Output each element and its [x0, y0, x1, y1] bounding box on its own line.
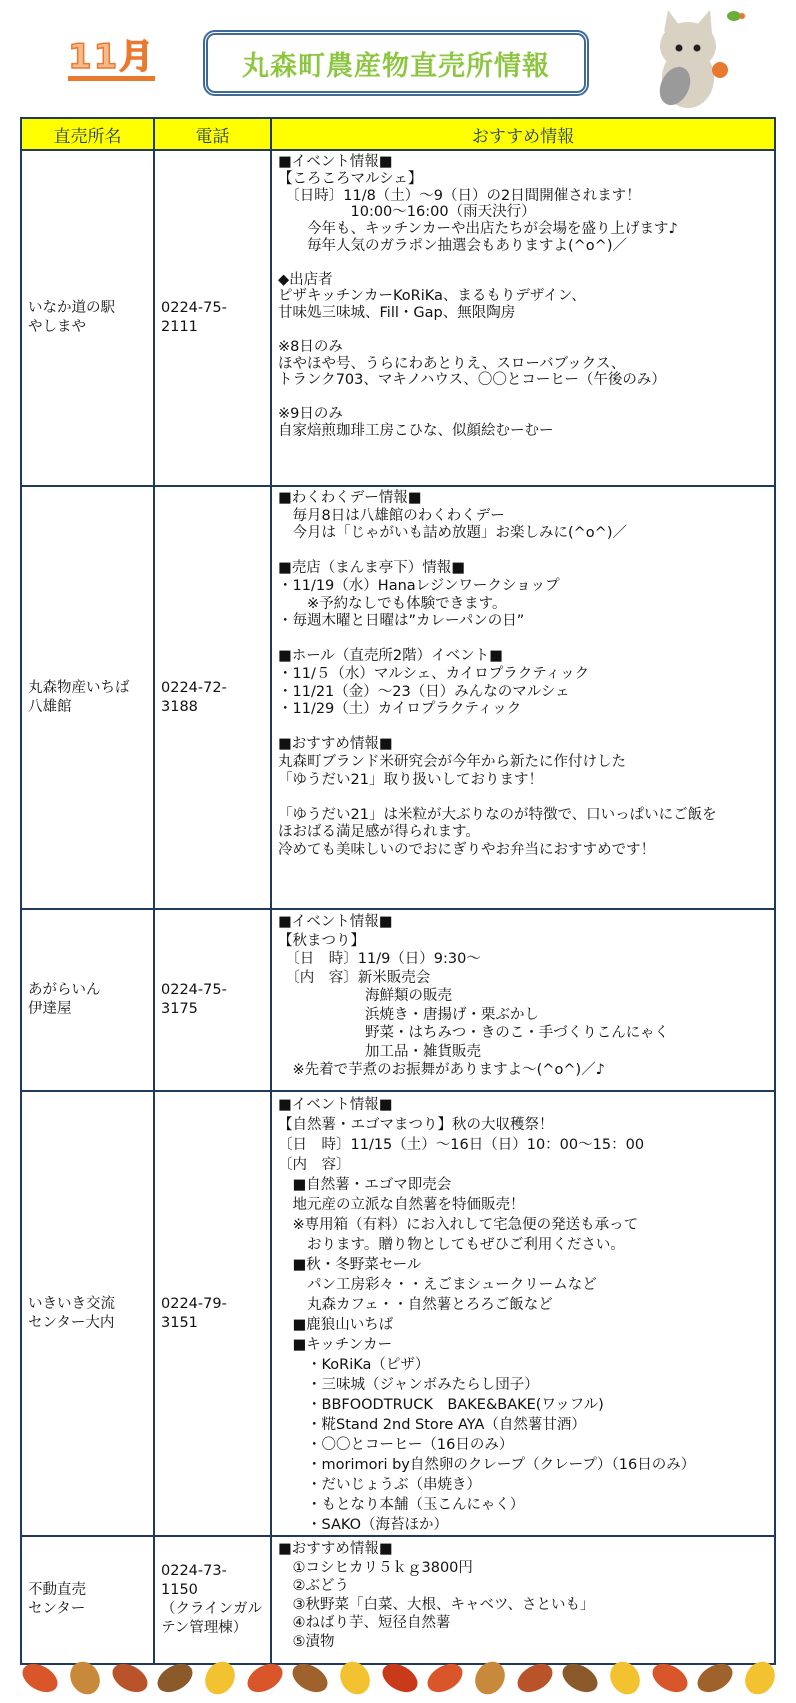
phone-cell: [154, 1091, 271, 1536]
recommendation-cell-line: 〔日 時〕11/15（土）～16日（日）10：00～15：00: [278, 1137, 645, 1153]
recommendation-cell-line: ※専用箱（有料）にお入れして宅急便の発送も承って: [278, 1217, 639, 1233]
month-label: 11月: [68, 38, 155, 81]
recommendation-cell-line: ■おすすめ情報■: [278, 736, 393, 753]
recommendation-cell-line: ・KoRiKa（ピザ）: [278, 1357, 430, 1373]
recommendation-cell-line: [278, 631, 768, 649]
column-header-name: 直売所名: [21, 118, 154, 150]
recommendation-cell-line: 野菜・はちみつ・きのこ・手づくりこんにゃく: [278, 1025, 669, 1041]
recommendation-cell-line: 〔日時〕11/8（土）～9（日）の2日間開催されます！: [278, 187, 641, 204]
recommendation-cell: [271, 1536, 775, 1664]
recommendation-cell-line: 毎年人気のガラポン抽選会もありますよ(^o^)／: [278, 237, 627, 254]
recommendation-cell-line: おります。贈り物としてもぜひご利用ください。: [278, 1237, 625, 1253]
phone-cell: [154, 909, 271, 1091]
recommendation-cell-line: ・だいじょうぶ（串焼き）: [278, 1477, 481, 1493]
leaf-icon: [243, 1658, 288, 1698]
shop-name-cell: [21, 1091, 154, 1536]
shop-name-cell: [21, 1536, 154, 1664]
phone-cell-line: テン管理棟）: [161, 1620, 248, 1636]
shop-name-cell-line: いなか道の駅: [28, 300, 115, 316]
recommendation-cell-line: ■秋・冬野菜セール: [278, 1257, 422, 1273]
table-row: [21, 1536, 775, 1664]
acorn-icon: [604, 1656, 645, 1699]
table-header-row: [21, 118, 775, 150]
leaf-icon: [648, 1658, 693, 1698]
phone-cell: [154, 486, 271, 909]
leaf-icon: [558, 1658, 603, 1698]
acorn-icon: [64, 1656, 105, 1699]
column-header-info: おすすめ情報: [271, 118, 775, 150]
recommendation-cell-line: トランク703、マキノハウス、〇〇とコーヒー（午後のみ）: [278, 372, 666, 389]
recommendation-cell-line: 冷めても美味しいのでおにぎりやお弁当におすすめです！: [278, 841, 656, 858]
leaf-icon: [288, 1658, 333, 1698]
recommendation-cell-line: ④ねばり芋、短径自然薯: [278, 1615, 451, 1631]
phone-cell: [154, 1536, 271, 1664]
recommendation-cell-line: [278, 543, 768, 561]
acorn-icon: [469, 1656, 510, 1699]
acorn-icon: [334, 1656, 375, 1699]
phone-cell-line: 0224-72-: [161, 679, 227, 696]
recommendation-cell-line: ・11/５（水）マルシェ、カイロプラクティック: [278, 665, 590, 682]
recommendation-cell-line: [278, 719, 768, 737]
shop-name-cell: [21, 909, 154, 1091]
recommendation-cell-line: ■売店（まんま亭下）情報■: [278, 560, 465, 577]
recommendation-cell-line: [278, 789, 768, 807]
recommendation-cell: [271, 150, 775, 486]
recommendation-cell-line: 【ころころマルシェ】: [278, 170, 423, 187]
recommendation-cell-line: ■わくわくデー情報■: [278, 490, 422, 506]
acorn-icon: [739, 1656, 780, 1699]
leaf-icon: [378, 1658, 423, 1698]
phone-cell-line: 1150: [161, 1582, 198, 1598]
recommendation-cell-line: ・BBFOODTRUCK BAKE&BAKE(ワッフル): [278, 1397, 604, 1413]
recommendation-cell-line: ・もとなり本舗（玉こんにゃく）: [278, 1497, 525, 1513]
recommendation-cell-line: ・11/29（土）カイロプラクティック: [278, 701, 522, 718]
recommendation-cell-line: [278, 322, 768, 339]
phone-cell-line: 0224-75-: [161, 300, 227, 316]
recommendation-cell-line: 【自然薯・エゴマまつり】秋の大収穫祭！: [278, 1117, 554, 1133]
recommendation-cell-line: ②ぶどう: [278, 1578, 349, 1594]
leaf-icon: [18, 1658, 63, 1698]
recommendation-cell-line: 〔日 時〕11/9（日）9:30～: [278, 951, 481, 967]
recommendation-cell-line: ・SAKO（海苔ほか）: [278, 1517, 449, 1533]
recommendation-cell-line: ■ホール（直売所2階）イベント■: [278, 648, 503, 665]
recommendation-cell-line: ※9日のみ: [278, 405, 343, 422]
shop-name-cell: [21, 150, 154, 486]
phone-cell-line: 0224-79-: [161, 1295, 227, 1312]
phone-cell-line: 3188: [161, 698, 198, 715]
recommendation-cell-line: ・11/19（水）Hanaレジンワークショップ: [278, 577, 560, 594]
phone-cell-line: 2111: [161, 319, 198, 335]
recommendation-cell: [271, 486, 775, 909]
recommendation-cell-line: ①コシヒカリ５ｋｇ3800円: [278, 1559, 473, 1576]
recommendation-cell-line: ・11/21（金）～23（日）みんなのマルシェ: [278, 683, 570, 700]
recommendation-cell-line: 10:00～16:00（雨天決行）: [278, 204, 536, 221]
recommendation-cell-line: ⑤漬物: [278, 1633, 335, 1650]
table-row: [21, 909, 775, 1091]
table-row: [21, 150, 775, 486]
shop-name-cell-line: いきいき交流: [28, 1295, 115, 1312]
table-row: [21, 486, 775, 909]
leaf-icon: [423, 1658, 468, 1698]
leaf-icon: [513, 1658, 558, 1698]
recommendation-cell-line: 自家焙煎珈琲工房こひな、似顔絵むーむー: [278, 422, 554, 439]
recommendation-cell-line: ※8日のみ: [278, 338, 343, 355]
recommendation-cell-line: ※先着で芋煮のお振舞がありますよ～(^o^)／♪: [278, 1062, 605, 1078]
recommendation-cell: [271, 909, 775, 1091]
phone-cell-line: 0224-73-: [161, 1563, 227, 1579]
page-title: 丸森町農産物直売所情報: [242, 50, 550, 82]
recommendation-cell-line: 甘味処三味城、Fill・Gap、無限陶房: [278, 305, 516, 322]
recommendation-cell-line: ※予約なしでも体験できます。: [278, 595, 507, 612]
recommendation-cell-line: 加工品・雑貨販売: [278, 1043, 481, 1060]
recommendation-cell-line: 「ゆうだい21」取り扱いしております！: [278, 771, 543, 788]
title-box: [203, 30, 589, 96]
phone-cell-line: 3151: [161, 1314, 198, 1331]
recommendation-cell-line: ■イベント情報■: [278, 914, 393, 930]
shop-name-cell-line: やしまや: [28, 319, 86, 335]
recommendation-cell-line: パン工房彩々・・えごまシュークリームなど: [278, 1277, 597, 1293]
recommendation-cell-line: 【秋まつり】: [278, 932, 365, 949]
recommendation-cell-line: 海鮮類の販売: [278, 988, 452, 1004]
recommendation-cell-line: ・〇〇とコーヒー（16日のみ）: [278, 1437, 514, 1453]
recommendation-cell-line: 浜焼き・唐揚げ・栗ぶかし: [278, 1006, 539, 1023]
recommendation-cell-line: ■イベント情報■: [278, 154, 393, 170]
table-row: [21, 1091, 775, 1536]
recommendation-cell-line: 「ゆうだい21」は米粒が大ぶりなのが特徴で、口いっぱいにご飯を: [278, 806, 717, 823]
recommendation-cell-line: ・糀Stand 2nd Store AYA（自然薯甘酒）: [278, 1417, 586, 1433]
recommendation-cell-line: ・三味城（ジャンボみたらし団子）: [278, 1377, 539, 1393]
recommendation-cell-line: 丸森町ブランド米研究会が今年から新たに作付けした: [278, 753, 626, 770]
recommendation-cell-line: 丸森カフェ・・自然薯とろろご飯など: [278, 1297, 553, 1313]
recommendation-cell-line: [278, 255, 768, 272]
autumn-leaves-border: [0, 1652, 796, 1703]
recommendation-cell-line: ピザキッチンカーKoRiKa、まるもりデザイン、: [278, 288, 586, 305]
shop-name-cell-line: 丸森物産いちば: [28, 679, 130, 696]
recommendation-cell-line: 地元産の立派な自然薯を特価販売！: [278, 1197, 525, 1213]
leaf-icon: [108, 1658, 153, 1698]
acorn-icon: [199, 1656, 240, 1699]
direct-sales-table: [20, 117, 776, 1665]
shop-name-cell-line: 不動直売: [28, 1582, 86, 1598]
shop-name-cell-line: 八雄館: [28, 698, 72, 715]
recommendation-cell-line: ③秋野菜「白菜、大根、キャベツ、さといも」: [278, 1596, 595, 1613]
recommendation-cell-line: 今月は「じゃがいも詰め放題」お楽しみに(^o^)／: [278, 525, 627, 542]
recommendation-cell: [271, 1091, 775, 1536]
recommendation-cell-line: ・毎週木曜と日曜は”カレーパンの日”: [278, 613, 525, 630]
column-header-phone: 電話: [154, 118, 271, 150]
recommendation-cell-line: ■キッチンカー: [278, 1337, 393, 1353]
recommendation-cell-line: ■鹿狼山いちば: [278, 1317, 394, 1333]
recommendation-cell-line: 毎月8日は八雄館のわくわくデー: [278, 507, 505, 524]
phone-cell-line: 3175: [161, 1001, 198, 1017]
recommendation-cell-line: 〔内 容〕新米販売会: [278, 969, 431, 986]
shop-name-cell-line: 伊達屋: [28, 1001, 72, 1017]
recommendation-cell-line: ■自然薯・エゴマ即売会: [278, 1177, 452, 1193]
recommendation-cell-line: [278, 389, 768, 406]
recommendation-cell-line: ■イベント情報■: [278, 1097, 393, 1113]
shop-name-cell: [21, 486, 154, 909]
leaf-icon: [693, 1658, 738, 1698]
shop-name-cell-line: センター: [28, 1601, 86, 1617]
leaf-icon: [153, 1658, 198, 1698]
recommendation-cell-line: ほやほや号、うらにわあとりえ、スローバブックス、: [278, 355, 626, 372]
recommendation-cell-line: ほおばる満足感が得られます。: [278, 824, 480, 841]
shop-name-cell-line: センター大内: [28, 1314, 115, 1331]
phone-cell-line: 0224-75-: [161, 982, 227, 998]
phone-cell: [154, 150, 271, 486]
cat-mascot-illustration: [630, 6, 750, 114]
shop-name-cell-line: あがらいん: [28, 982, 101, 998]
recommendation-cell-line: ・morimori by自然卵のクレープ（クレープ）（16日のみ）: [278, 1457, 696, 1473]
recommendation-cell-line: ■おすすめ情報■: [278, 1541, 393, 1557]
recommendation-cell-line: ◆出店者: [278, 271, 333, 288]
phone-cell-line: （クラインガル: [161, 1601, 263, 1617]
recommendation-cell-line: 〔内 容〕: [278, 1157, 351, 1173]
recommendation-cell-line: 今年も、キッチンカーや出店たちが会場を盛り上げます♪: [278, 221, 678, 238]
